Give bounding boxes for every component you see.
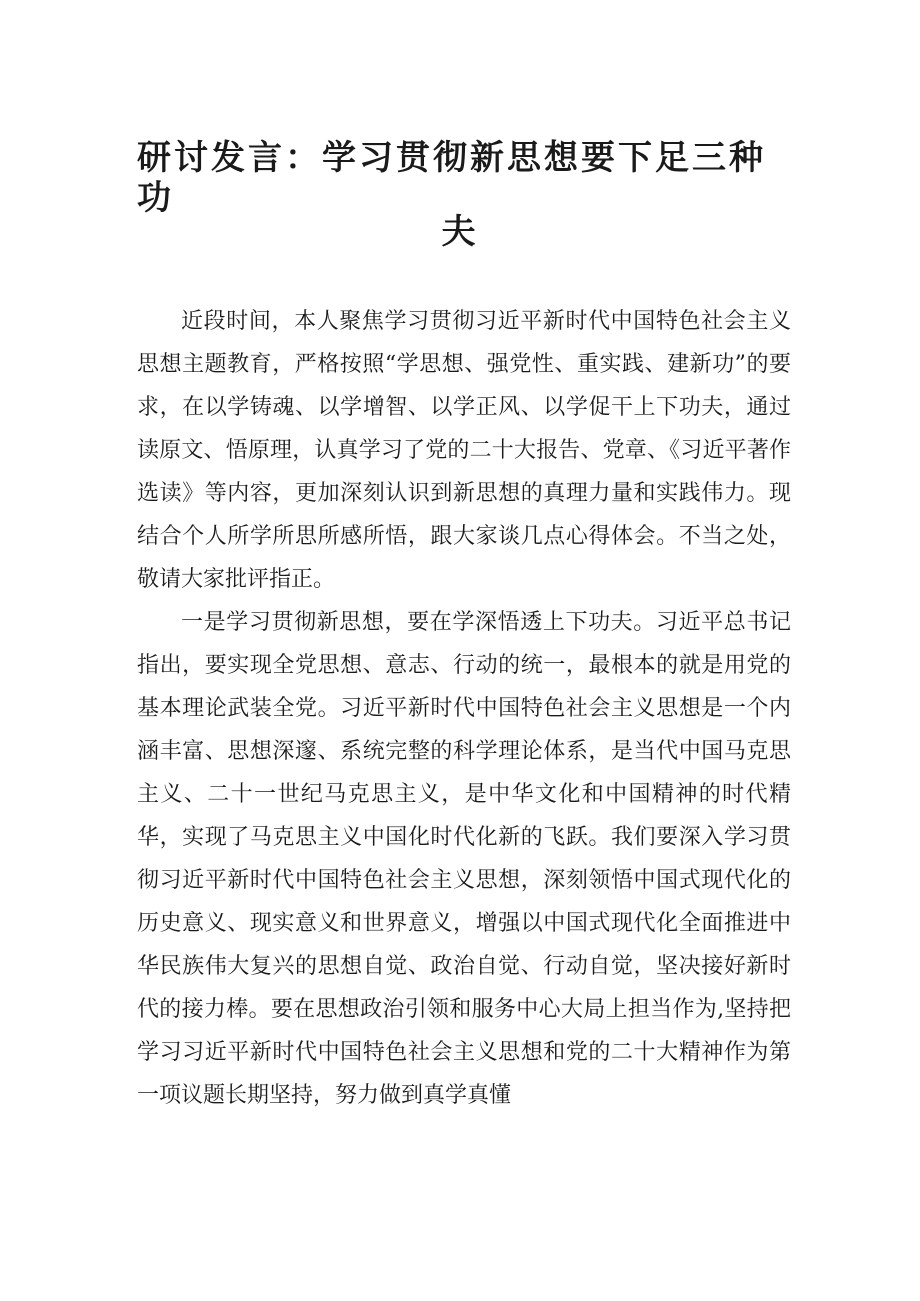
- document-body: [137, 300, 791, 1117]
- paragraph-intro: 近段时间，本人聚焦学习贯彻习近平新时代中国特色社会主义思想主题教育，严格按照“学思想、强党性、重实践、建新功”的要求，在以学铸魂、以学增智、以学正风、以学促干上下功夫，通过读原文、悟原理，认真学习了党的二十大报告、党章、《习近平著作选读》等内容，更加深刻认识到新思想的真理力量和实践伟力。现结合个人所学所思所感所悟，跟大家谈几点心得体会。不当之处，敬请大家批评指正。: [137, 309, 791, 592]
- paragraph-point-one: 一是学习贯彻新思想，要在学深悟透上下功夫。习近平总书记指出，要实现全党思想、意志、行动的统一，最根本的就是用党的基本理论武装全党。习近平新时代中国特色社会主义思想是一个内涵丰富、思想深邃、系统完整的科学理论体系，是当代中国马克思主义、二十一世纪马克思主义，是中华文化和中国精神的时代精华，实现了马克思主义中国化时代化新的飞跃。我们要深入学习贯彻习近平新时代中国特色社会主义思想，深刻领悟中国式现代化的历史意义、现实意义和世界意义，增强以中国式现代化全面推进中华民族伟大复兴的思想自觉、政治自觉、行动自觉，坚决接好新时代的接力棒。要在思想政治引领和服务中心大局上担当作为,坚持把学习习近平新时代中国特色社会主义思想和党的二十大精神作为第一项议题长期坚持，努力做到真学真懂: [137, 610, 791, 1108]
- document-title-line-1: 研讨发言：学习贯彻新思想要下足三种功: [137, 138, 766, 218]
- document-title-line-2: 夫: [441, 212, 479, 252]
